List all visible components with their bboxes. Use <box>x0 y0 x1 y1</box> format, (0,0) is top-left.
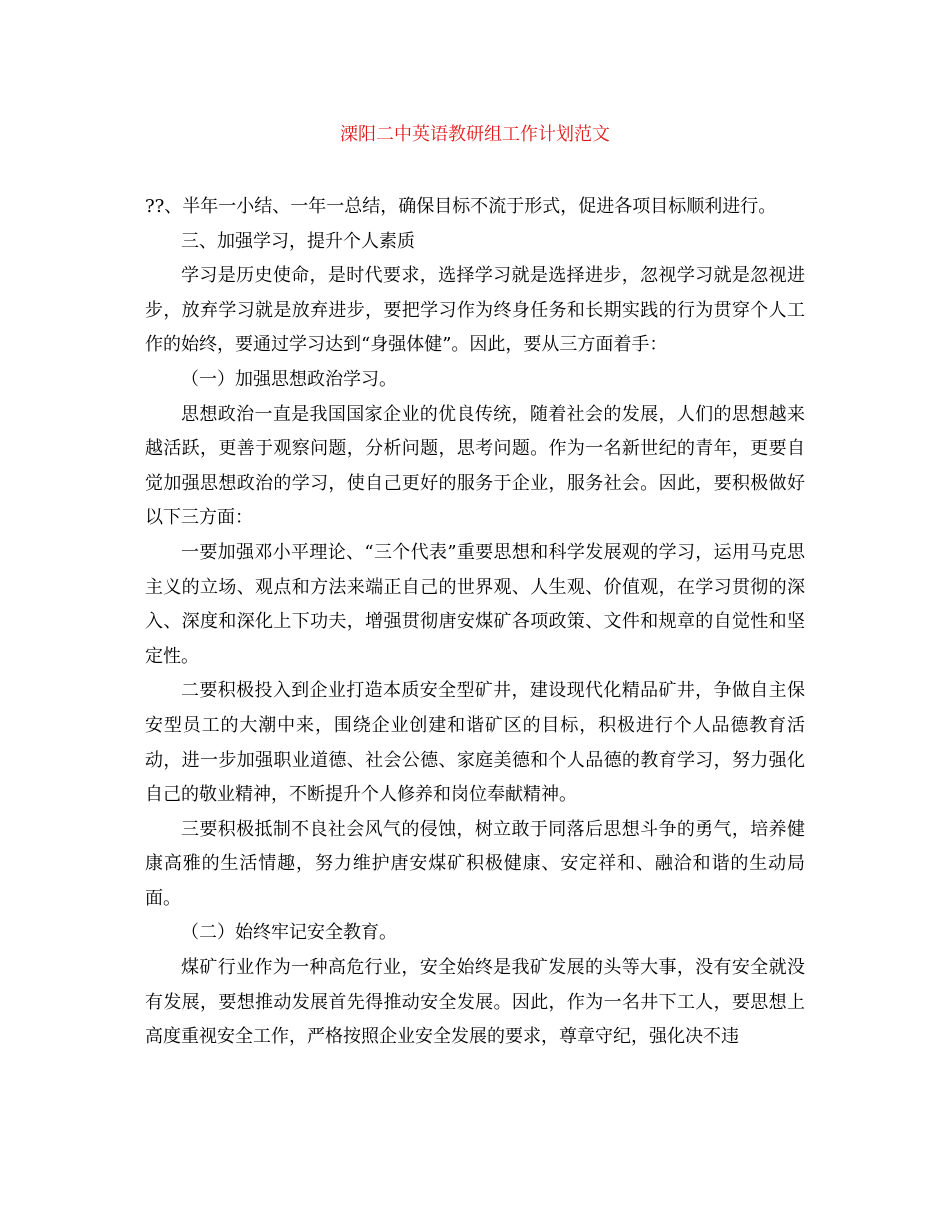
paragraph: 煤矿行业作为一种高危行业，安全始终是我矿发展的头等大事，没有安全就没有发展，要想推动发展首先得推动安全发展。因此，作为一名井下工人，要思想上高度重视安全工作，严格按照企业安全发展的要求，尊章守纪，强化决不违 <box>145 957 805 1048</box>
paragraph: 一要加强邓小平理论、“三个代表”重要思想和科学发展观的学习，运用马克思主义的立场、观点和方法来端正自己的世界观、人生观、价值观，在学习贯彻的深入、深度和深化上下功夫，增强贯彻唐安煤矿各项政策、文件和规章的自觉性和坚定性。 <box>145 541 805 667</box>
subsection-heading: （二）始终牢记安全教育。 <box>181 922 397 944</box>
paragraph: 学习是历史使命，是时代要求，选择学习就是选择进步，忽视学习就是忽视进步，放弃学习就是放弃进步，要把学习作为终身任务和长期实践的行为贯穿个人工作的始终，要通过学习达到“身强体健”。因此，要从三方面着手： <box>145 265 805 356</box>
paragraph: ??、半年一小结、一年一总结，确保目标不流于形式，促进各项目标顺利进行。 <box>145 196 777 217</box>
document-body <box>145 190 805 1055</box>
document-title: 溧阳二中英语教研组工作计划范文 <box>340 124 610 145</box>
paragraph: 三要积极抵制不良社会风气的侵蚀，树立敢于同落后思想斗争的勇气，培养健康高雅的生活情趣，努力维护唐安煤矿积极健康、安定祥和、融洽和谐的生动局面。 <box>145 818 805 909</box>
section-heading: 三、加强学习，提升个人素质 <box>181 230 415 252</box>
paragraph: 思想政治一直是我国国家企业的优良传统，随着社会的发展，人们的思想越来越活跃，更善于观察问题，分析问题，思考问题。作为一名新世纪的青年，更要自觉加强思想政治的学习，使自己更好的服务于企业，服务社会。因此，要积极做好以下三方面： <box>145 403 805 529</box>
paragraph: 二要积极投入到企业打造本质安全型矿井，建设现代化精品矿井，争做自主保安型员工的大潮中来，围绕企业创建和谐矿区的目标，积极进行个人品德教育活动，进一步加强职业道德、社会公德、家庭美德和个人品德的教育学习，努力强化自己的敬业精神，不断提升个人修养和岗位奉献精神。 <box>145 680 805 806</box>
subsection-heading: （一）加强思想政治学习。 <box>181 368 397 390</box>
